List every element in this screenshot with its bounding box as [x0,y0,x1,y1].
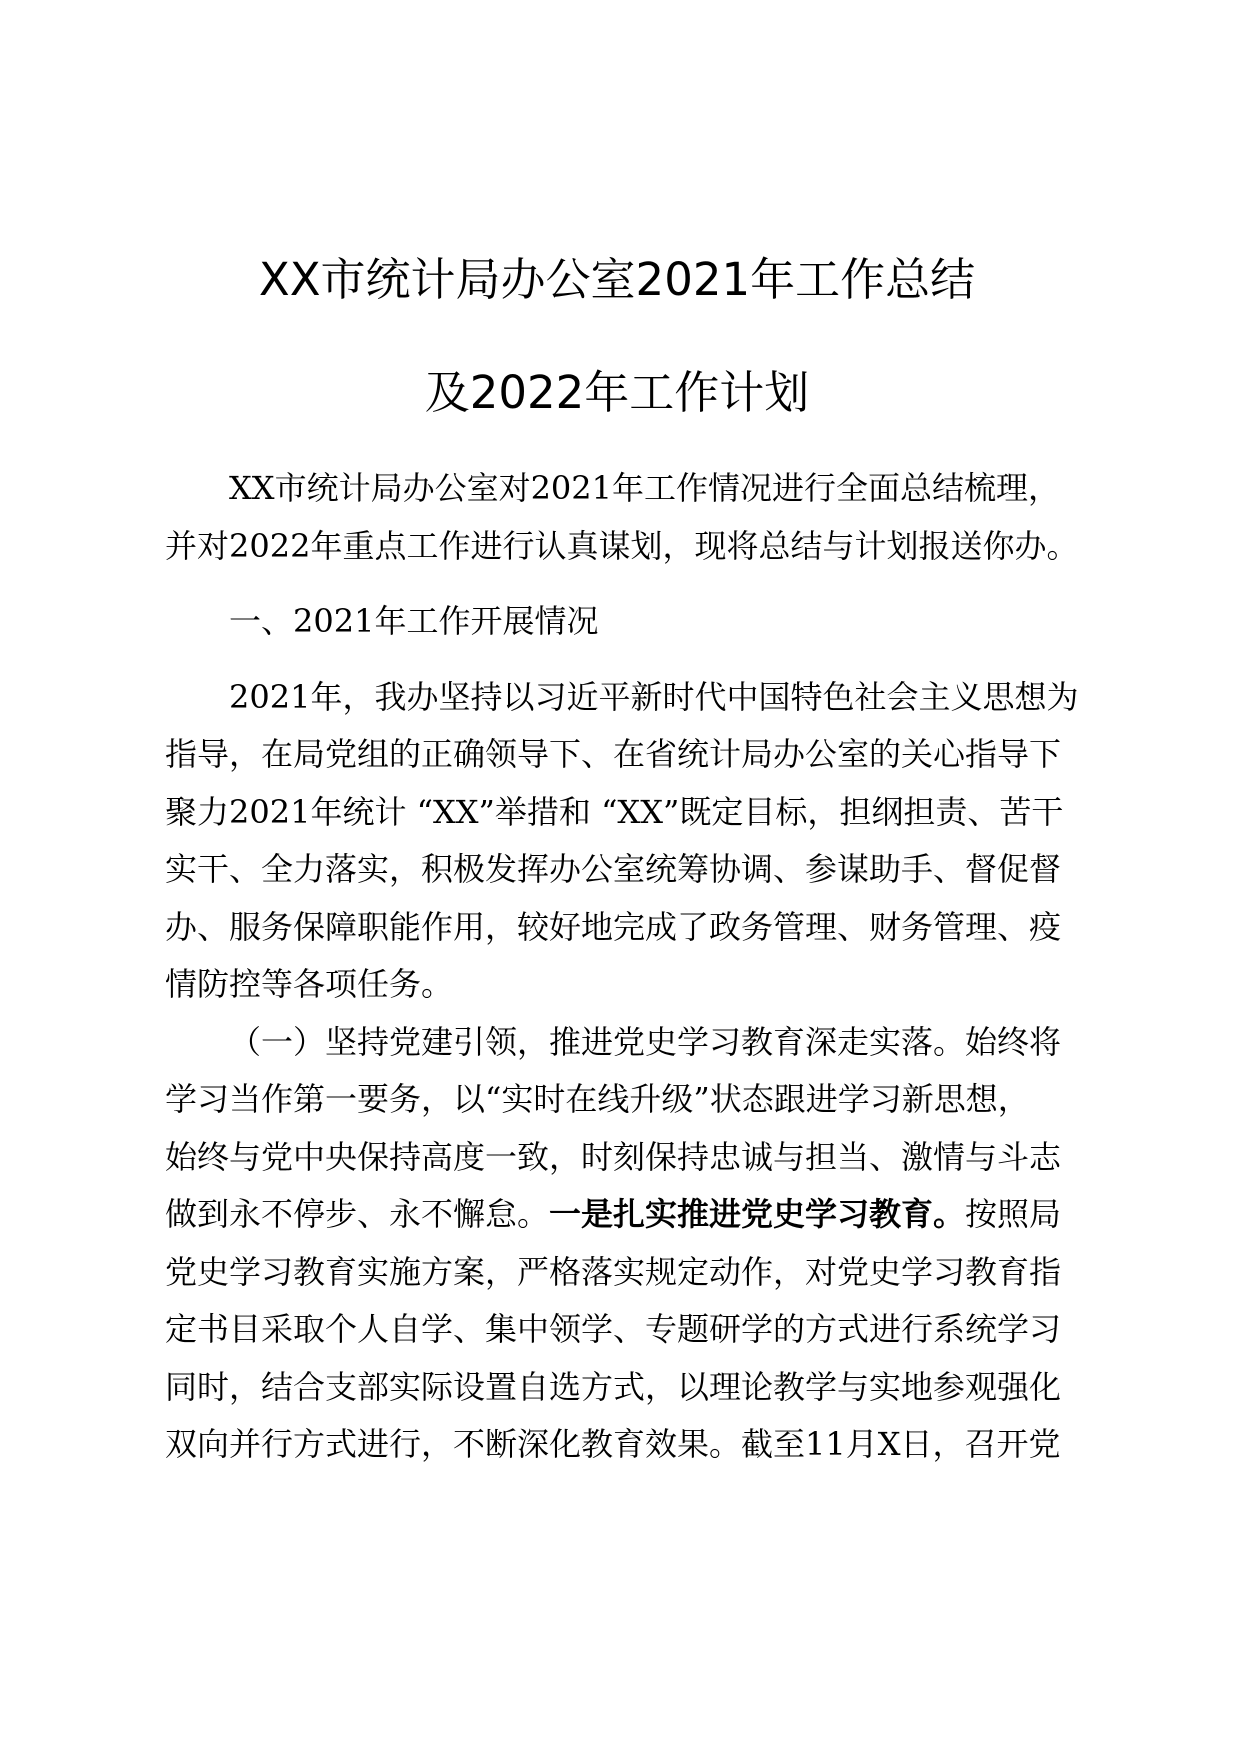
document-body [165,460,1125,1474]
paragraph-line: 指导，在局党组的正确领导下、在省统计局办公室的关心指导下 [165,735,1062,773]
subsection-line: 同时，结合支部实际设置自选方式，以理论教学与实地参观强化 [165,1367,1062,1406]
subsection-line: 双向并行方式进行，不断深化教育效果。截至11月X日，召开党 [165,1425,1061,1463]
subsection-line: 始终与党中央保持高度一致，时刻保持忠诚与担当、激情与斗志 [165,1137,1062,1176]
paragraph-line: 实干、全力落实，积极发挥办公室统筹协调、参谋助手、督促督 [165,850,1062,888]
document-title-line-2: 及2022年工作计划 [424,366,810,419]
paragraph-line: 情防控等各项任务。 [165,965,454,1003]
subsection-line: 学习当作第一要务，以“实时在线升级”状态跟进学习新思想， [165,1080,1030,1118]
subsection-line: 定书目采取个人自学、集中领学、专题研学的方式进行系统学习 [165,1310,1062,1348]
subsection-line: 党史学习教育实施方案，严格落实规定动作，对党史学习教育指 [165,1252,1062,1291]
paragraph-line: 办、服务保障职能作用，较好地完成了政务管理、财务管理、疫 [165,907,1062,946]
intro-line-2: 并对2022年重点工作进行认真谋划，现将总结与计划报送你办。 [165,526,1079,565]
paragraph-line: 聚力2021年统计 “XX”举措和 “XX”既定目标，担纲担责、苦干 [165,792,1064,831]
section-heading: 一、2021年工作开展情况 [229,602,599,640]
subsection-line-mixed [165,1186,1125,1244]
intro-line-1: XX市统计局办公室对2021年工作情况进行全面总结梳理， [229,469,1061,507]
bold-emphasis: 一是扎实推进党史学习教育。 [549,1195,966,1233]
subsection-line: （一）坚持党建引领，推进党史学习教育深走实落。始终将 [229,1022,1062,1061]
subsection-text: 按照局 [965,1195,1062,1233]
paragraph-line: 2021年，我办坚持以习近平新时代中国特色社会主义思想为 [229,677,1079,716]
document-title-line-1: XX市统计局办公室2021年工作总结 [258,253,976,306]
subsection-text: 做到永不停步、永不懈怠。 [165,1195,550,1233]
